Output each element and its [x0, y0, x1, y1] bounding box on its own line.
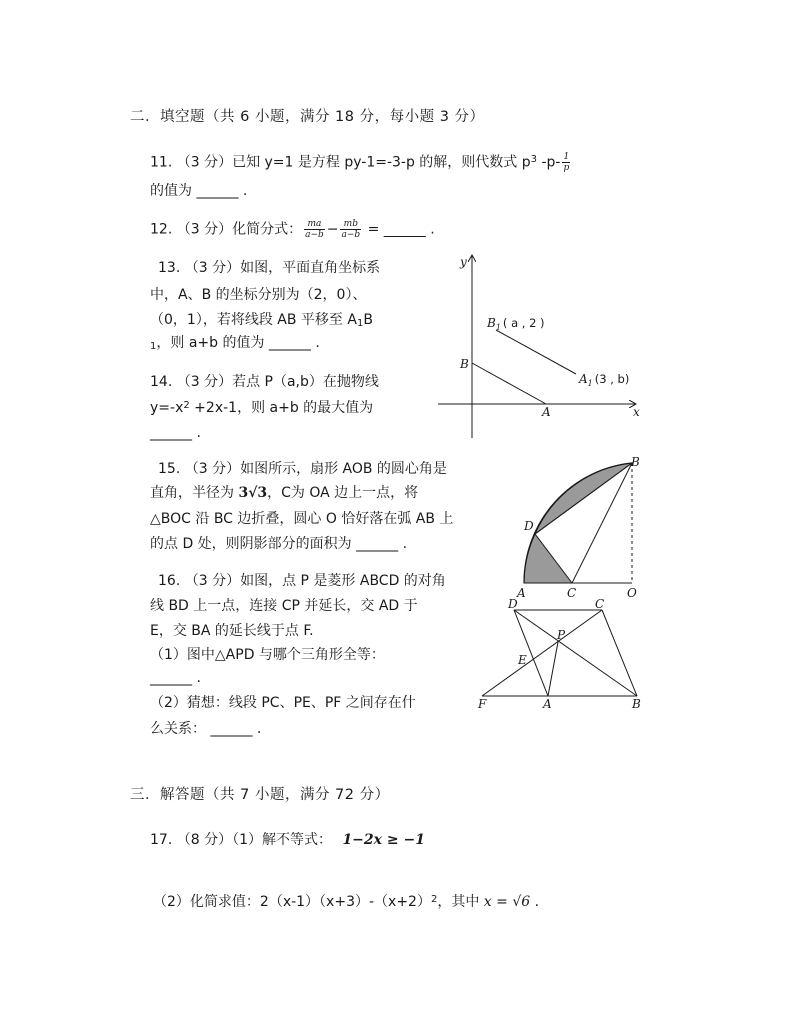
segment-cb — [602, 610, 637, 696]
question-11-line-2: 的值为 ______ . — [150, 183, 248, 199]
segment-ap — [548, 642, 558, 696]
segment-fc — [482, 610, 602, 696]
point-f-label: F — [478, 697, 487, 711]
sector-figure — [512, 455, 652, 605]
question-16-line-2: 线 BD 上一点，连接 CP 并延长，交 AD 于 — [150, 598, 418, 614]
point-d-label: D — [524, 519, 534, 533]
question-15-line-3: △BOC 沿 BC 边折叠，圆心 O 恰好落在弧 AB 上 — [150, 511, 454, 527]
question-15-line-2: 直角，半径为 3√3，C为 OA 边上一点，将 — [150, 485, 419, 501]
segment-db — [514, 610, 637, 696]
question-14-line-1: 14. （3 分）若点 P（a,b）在抛物线 — [150, 374, 379, 390]
question-16-line-3: E，交 BA 的延长线于点 F. — [150, 623, 314, 639]
question-14-line-2: $y=-x^2 +2x-1$，则 a+b 的最大值为 — [150, 400, 374, 416]
radius-value: 3√3 — [238, 485, 268, 501]
question-13-line-1: 13. （3 分）如图，平面直角坐标系 — [158, 260, 381, 276]
point-c-label: C — [567, 586, 577, 600]
y-axis-label: y — [460, 255, 467, 269]
question-17-line-1: 17. （8 分）（1）解不等式： 1−2x ≥ −1 — [150, 832, 425, 848]
point-b-label: B — [460, 357, 469, 371]
question-13-line-3: （0，1），若将线段 AB 平移至 $A_1B$ — [150, 312, 373, 329]
question-15-line-1: 15. （3 分）如图所示，扇形 AOB 的圆心角是 — [158, 461, 447, 477]
point-b-label: B — [632, 697, 641, 711]
point-b-label: B — [631, 455, 640, 469]
section-3-heading: 三．解答题（共 7 小题，满分 72 分） — [130, 787, 390, 803]
point-b1-label: $B_1$ ( a , 2 ) — [487, 316, 545, 332]
fraction-mb: $\frac{mb}{a-b}$ — [341, 219, 361, 240]
point-p-label: P — [557, 628, 566, 642]
point-d-label: D — [508, 597, 518, 611]
question-17-line-2: （2）化简求值：$2(x-1)(x+3)-(x+2)^2$，其中 x = √6 . — [153, 894, 540, 910]
question-16-line-4: （1）图中△APD 与哪个三角形全等： — [150, 647, 385, 663]
section-2-heading: 二．填空题（共 6 小题，满分 18 分，每小题 3 分） — [130, 109, 485, 125]
segment-a1b1 — [496, 330, 576, 374]
question-13-line-4: $_1$，则 a+b 的值为 ______ . — [150, 335, 320, 352]
question-16-line-6: （2）猜想：线段 PC、PE、PF 之间存在什 — [150, 695, 416, 711]
fraction-ma: $\frac{ma}{a-b}$ — [305, 219, 324, 240]
question-11-line-1: 11. （3 分）已知 y=1 是方程 py-1=-3-p 的解，则代数式 $p^3$ -p- $\frac{1}{p}$ — [150, 152, 570, 173]
question-16-line-7: 么关系： ______ . — [150, 721, 262, 737]
point-e-label: E — [518, 653, 527, 667]
question-14-line-3: ______ . — [150, 425, 201, 441]
x-axis-label: x — [633, 405, 640, 419]
fraction-one-over-p: $\frac{1}{p}$ — [563, 152, 570, 173]
segment-db — [535, 463, 632, 534]
point-a1-label: $A_1$ (3 , b) — [579, 372, 630, 388]
rhombus-figure — [474, 598, 652, 713]
question-12: 12. （3 分）化简分式： $\frac{ma}{a-b}$ − $\frac{mb}{a-b}$ = ______ . — [150, 219, 435, 240]
question-16-line-5: ______ . — [150, 670, 201, 686]
question-13-line-2: 中，A、B 的坐标分别为（2，0）、 — [150, 287, 367, 303]
point-o-label: O — [627, 586, 637, 600]
x-value: x = √6 — [483, 894, 531, 910]
point-a-label: A — [543, 697, 552, 711]
segment-ab — [472, 363, 546, 404]
question-15-line-4: 的点 D 处，则阴影部分的面积为 ______ . — [150, 536, 408, 552]
point-a-label: A — [542, 405, 551, 419]
coordinate-figure — [430, 250, 650, 445]
point-a-label: A — [517, 586, 526, 600]
inequality: 1−2x ≥ −1 — [342, 832, 425, 848]
question-16-line-1: 16. （3 分）如图，点 P 是菱形 ABCD 的对角 — [158, 573, 446, 589]
point-c-label: C — [595, 597, 605, 611]
